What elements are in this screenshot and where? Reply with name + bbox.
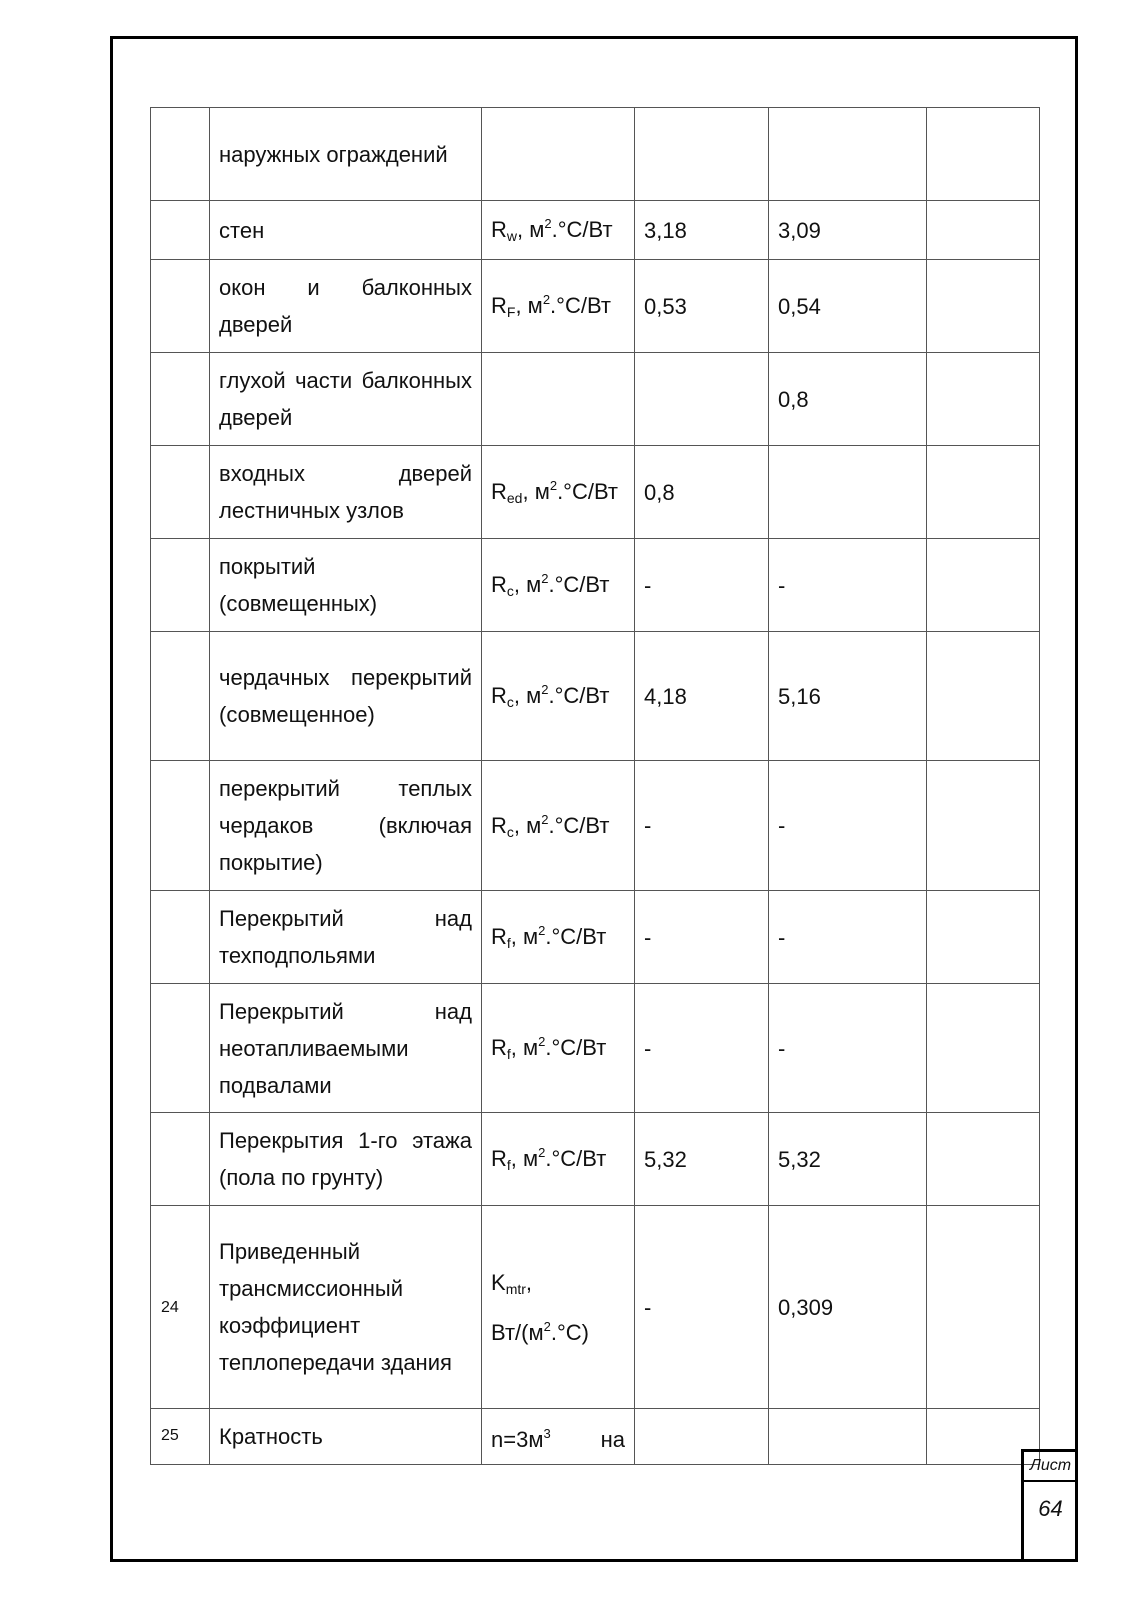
row-unit: $R_c$, $м^2.^\circ С/Вт$ xyxy=(482,539,635,632)
row-number: 24 xyxy=(151,1206,210,1409)
row-unit: $R_f$, $м^2.^\circ С/Вт$ xyxy=(482,891,635,984)
table-row xyxy=(151,891,1040,984)
row-name: стен xyxy=(210,201,482,260)
row-value-1: 4,18 xyxy=(635,632,769,761)
row-extra xyxy=(927,632,1040,761)
row-extra xyxy=(927,108,1040,201)
row-number xyxy=(151,891,210,984)
row-unit: $R_c$, $м^2.^\circ С/Вт$ xyxy=(482,761,635,891)
row-extra xyxy=(927,446,1040,539)
row-extra xyxy=(927,353,1040,446)
row-name: наружных ограждений xyxy=(210,108,482,201)
row-extra xyxy=(927,761,1040,891)
table-row xyxy=(151,984,1040,1113)
table-row xyxy=(151,1206,1040,1409)
table-row xyxy=(151,353,1040,446)
row-value-2: - xyxy=(769,891,927,984)
row-value-2: 0,8 xyxy=(769,353,927,446)
row-name: Приведенный трансмиссионный коэффициент теплопередачи здания xyxy=(210,1206,482,1409)
row-name: входных дверей лестничных узлов xyxy=(210,446,482,539)
row-value-2: - xyxy=(769,539,927,632)
row-unit: $R_F$, $м^2.^\circ С/Вт$ xyxy=(482,260,635,353)
row-value-1: - xyxy=(635,761,769,891)
row-number xyxy=(151,632,210,761)
table-row xyxy=(151,260,1040,353)
row-value-2: 5,16 xyxy=(769,632,927,761)
row-value-2: - xyxy=(769,761,927,891)
row-number xyxy=(151,761,210,891)
row-name: перекрытий теплых чердаков (включая покрытие) xyxy=(210,761,482,891)
row-value-1 xyxy=(635,353,769,446)
table-row xyxy=(151,1113,1040,1206)
row-value-1: 3,18 xyxy=(635,201,769,260)
row-name: покрытий (совмещенных) xyxy=(210,539,482,632)
row-extra xyxy=(927,1206,1040,1409)
row-value-2: - xyxy=(769,984,927,1113)
row-number xyxy=(151,353,210,446)
row-name: чердачных перекрытий (совмещенное) xyxy=(210,632,482,761)
row-name: Кратность xyxy=(210,1409,482,1465)
row-unit: $n=3м^3$ на xyxy=(482,1409,635,1465)
row-value-1: - xyxy=(635,891,769,984)
row-extra xyxy=(927,539,1040,632)
row-unit: $R_{ed}$, $м^2.^\circ С/Вт$ xyxy=(482,446,635,539)
row-unit xyxy=(482,108,635,201)
row-number: 25 xyxy=(151,1409,210,1465)
row-value-1 xyxy=(635,1409,769,1465)
table-row xyxy=(151,108,1040,201)
table-row xyxy=(151,761,1040,891)
row-name: окон и балконных дверей xyxy=(210,260,482,353)
row-number xyxy=(151,1113,210,1206)
table-row xyxy=(151,539,1040,632)
row-value-2 xyxy=(769,108,927,201)
row-extra xyxy=(927,1113,1040,1206)
table-row xyxy=(151,632,1040,761)
table-row xyxy=(151,201,1040,260)
row-unit: $R_c$, $м^2.^\circ С/Вт$ xyxy=(482,632,635,761)
row-unit: $R_f$, $м^2.^\circ С/Вт$ xyxy=(482,1113,635,1206)
row-value-1: 0,8 xyxy=(635,446,769,539)
row-value-2: 0,54 xyxy=(769,260,927,353)
row-value-2: 3,09 xyxy=(769,201,927,260)
table-row xyxy=(151,446,1040,539)
spec-table xyxy=(150,107,1040,1465)
row-value-1: - xyxy=(635,984,769,1113)
row-unit: $K_{mtr}$, $Вт/(м^2.^\circ С)$ xyxy=(482,1206,635,1409)
row-unit: $R_w$, $м^2.^\circ С/Вт$ xyxy=(482,201,635,260)
row-name: Перекрытий над неотапливаемыми подвалами xyxy=(210,984,482,1113)
row-extra xyxy=(927,984,1040,1113)
row-unit: $R_f$, $м^2.^\circ С/Вт$ xyxy=(482,984,635,1113)
sheet-number: 64 xyxy=(1038,1496,1063,1521)
row-number xyxy=(151,539,210,632)
sheet-stamp xyxy=(1021,1449,1077,1562)
row-number xyxy=(151,108,210,201)
row-value-1: - xyxy=(635,1206,769,1409)
row-value-1: 0,53 xyxy=(635,260,769,353)
row-extra xyxy=(927,201,1040,260)
row-value-1: 5,32 xyxy=(635,1113,769,1206)
row-number xyxy=(151,201,210,260)
row-number xyxy=(151,984,210,1113)
sheet-label: Лист xyxy=(1024,1452,1077,1482)
table-row xyxy=(151,1409,1040,1465)
row-value-2: 0,309 xyxy=(769,1206,927,1409)
row-unit xyxy=(482,353,635,446)
row-value-2: 5,32 xyxy=(769,1113,927,1206)
row-number xyxy=(151,260,210,353)
row-value-2 xyxy=(769,446,927,539)
row-name: Перекрытий над техподпольями xyxy=(210,891,482,984)
row-extra xyxy=(927,260,1040,353)
row-extra xyxy=(927,891,1040,984)
row-number xyxy=(151,446,210,539)
row-name: глухой части балконных дверей xyxy=(210,353,482,446)
row-value-1 xyxy=(635,108,769,201)
row-value-1: - xyxy=(635,539,769,632)
row-name: Перекрытия 1-го этажа (пола по грунту) xyxy=(210,1113,482,1206)
row-value-2 xyxy=(769,1409,927,1465)
